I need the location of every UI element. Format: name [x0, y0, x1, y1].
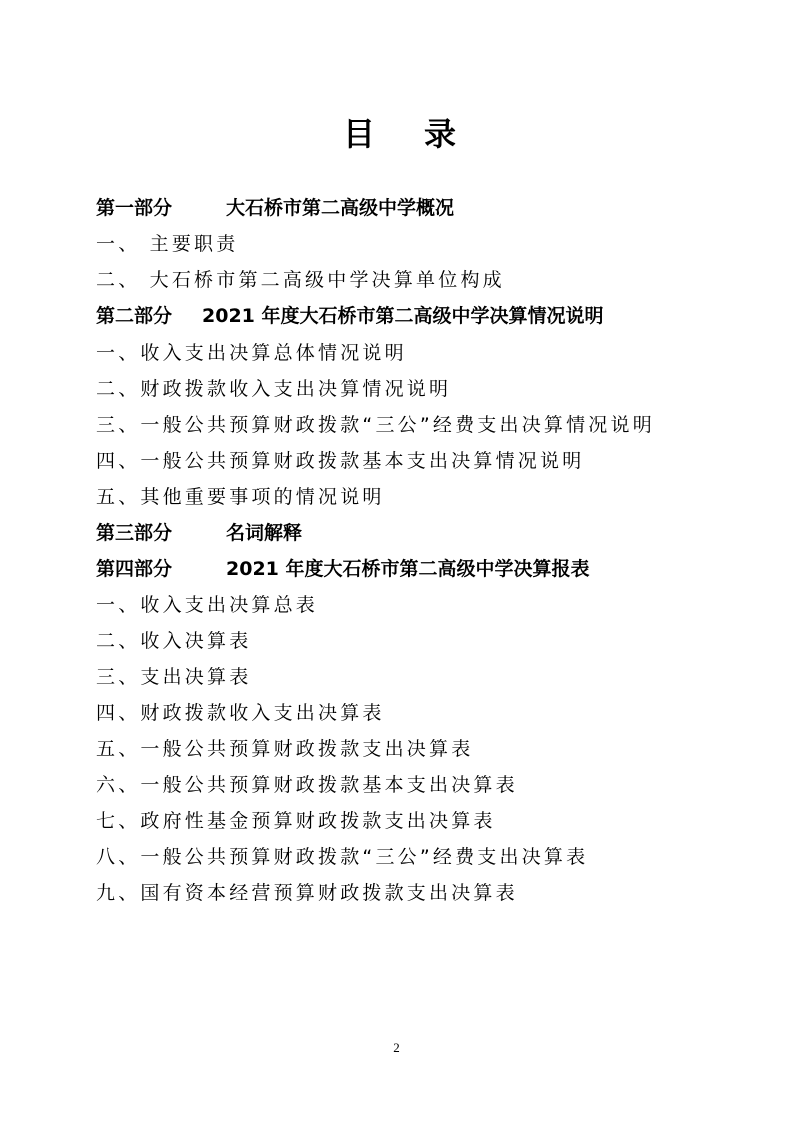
page-title-char-1: 目	[343, 115, 376, 153]
toc-item: 二、收入决算表	[96, 630, 252, 652]
toc-heading-part3	[96, 518, 302, 548]
toc-item: 六、一般公共预算财政拨款基本支出决算表	[96, 774, 518, 796]
page-title-char-2: 录	[424, 115, 457, 153]
toc-item: 三、一般公共预算财政拨款“三公”经费支出决算情况说明	[96, 414, 655, 436]
toc-item: 二、财政拨款收入支出决算情况说明	[96, 378, 452, 400]
toc-item: 五、一般公共预算财政拨款支出决算表	[96, 738, 474, 760]
toc-heading-part2	[96, 301, 604, 331]
page-title	[0, 112, 793, 156]
toc-item: 一、 主要职责	[96, 233, 239, 255]
part-name: 2021 年度大石桥市第二高级中学决算情况说明	[202, 305, 604, 327]
toc-item: 四、一般公共预算财政拨款基本支出决算情况说明	[96, 450, 585, 472]
part-label: 第二部分	[96, 305, 173, 327]
toc-item: 九、国有资本经营预算财政拨款支出决算表	[96, 882, 518, 904]
part-label: 第四部分	[96, 558, 173, 580]
part-name: 名词解释	[226, 522, 303, 544]
toc-item: 五、其他重要事项的情况说明	[96, 486, 385, 508]
toc-item: 一、收入支出决算总表	[96, 594, 319, 616]
toc-item: 四、财政拨款收入支出决算表	[96, 702, 385, 724]
toc-heading-part1	[96, 193, 454, 223]
toc-item: 八、一般公共预算财政拨款“三公”经费支出决算表	[96, 846, 589, 868]
part-label: 第三部分	[96, 522, 173, 544]
part-name: 2021 年度大石桥市第二高级中学决算报表	[226, 558, 590, 580]
toc-item: 七、政府性基金预算财政拨款支出决算表	[96, 810, 496, 832]
toc-item: 三、支出决算表	[96, 666, 252, 688]
page-number: 2	[393, 1040, 400, 1055]
toc-item: 一、收入支出决算总体情况说明	[96, 342, 407, 364]
toc-heading-part4	[96, 554, 590, 584]
part-name: 大石桥市第二高级中学概况	[226, 197, 455, 219]
toc-item: 二、 大石桥市第二高级中学决算单位构成	[96, 269, 505, 291]
part-label: 第一部分	[96, 197, 173, 219]
